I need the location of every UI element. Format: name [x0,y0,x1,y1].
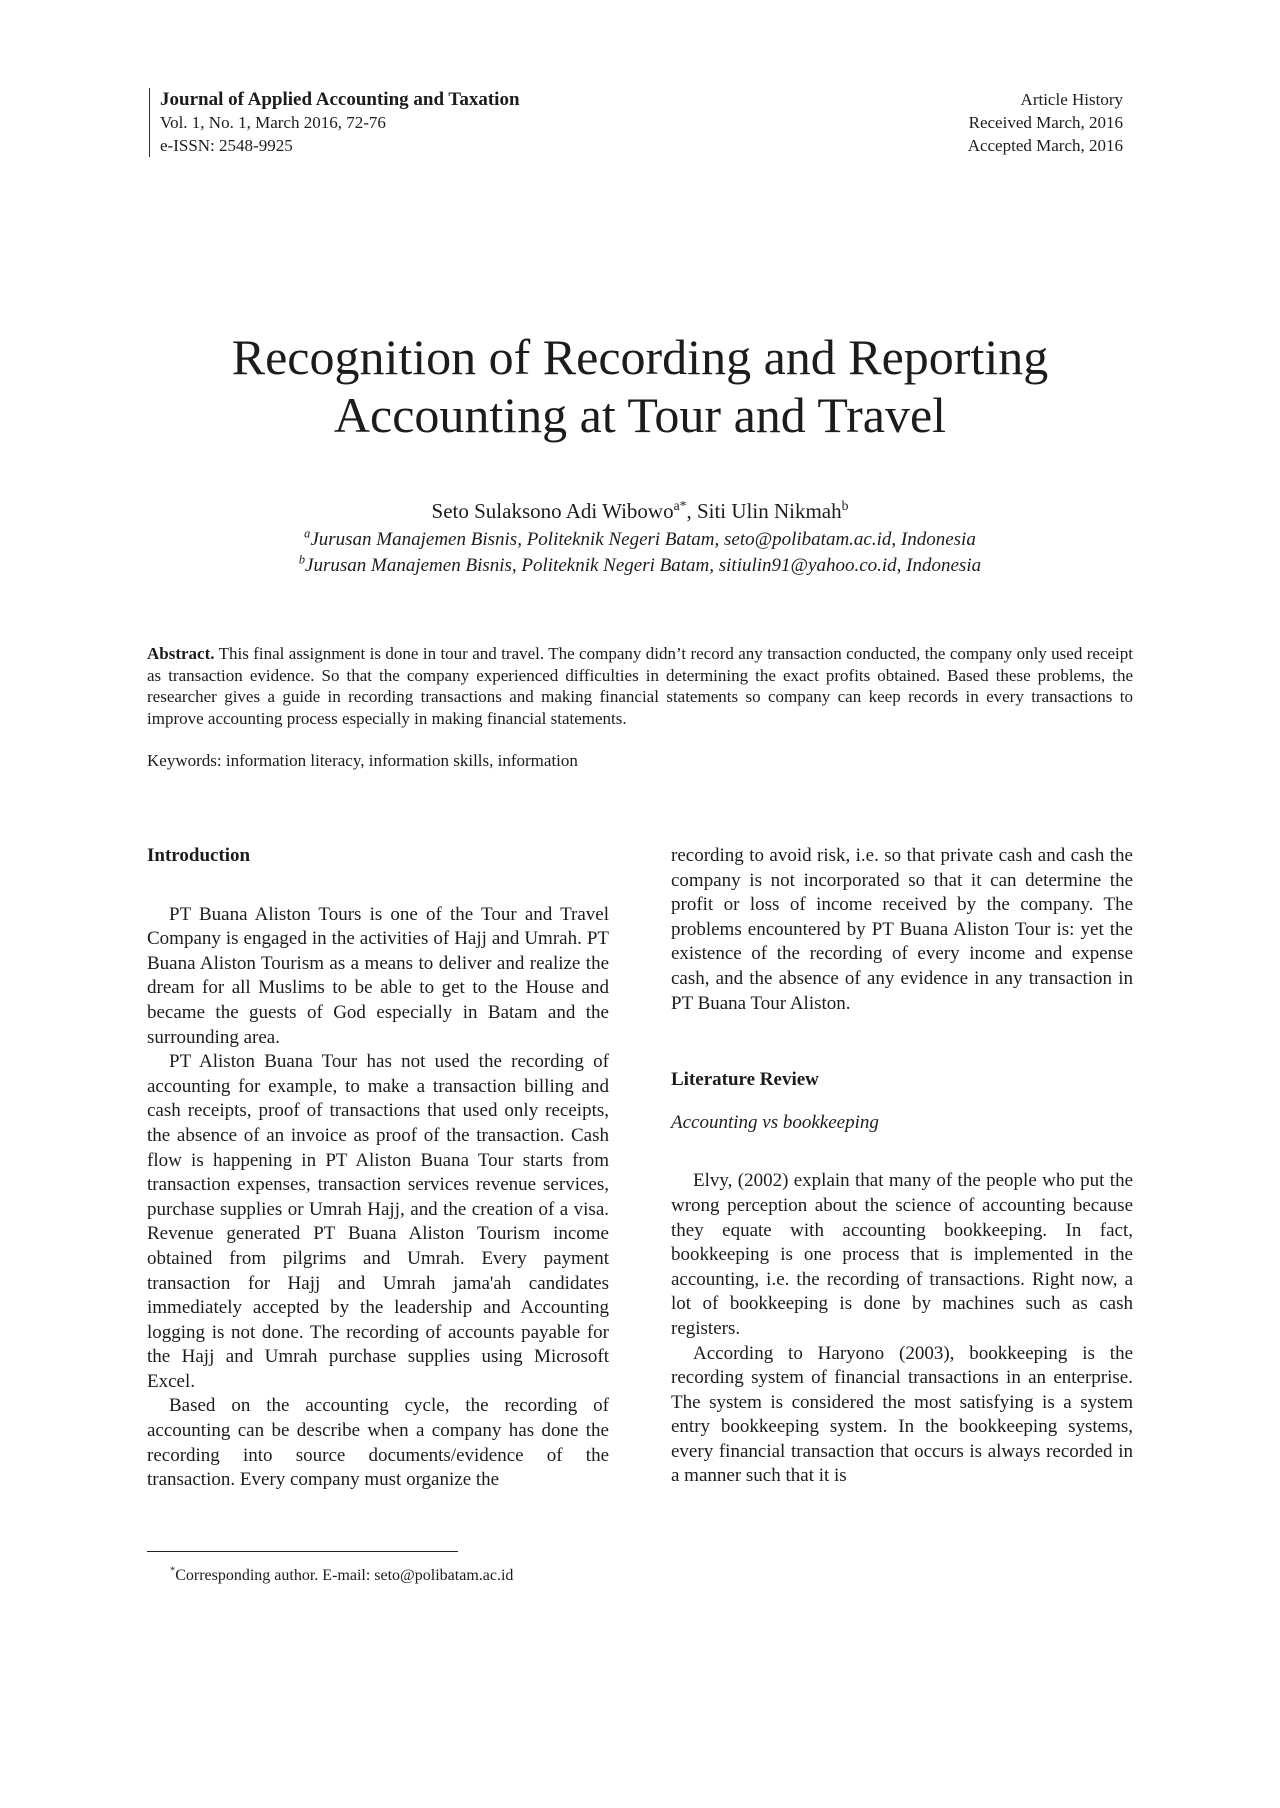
paper-title-line-2: Accounting at Tour and Travel [333,387,947,443]
journal-issn: e-ISSN: 2548-9925 [160,136,293,155]
author-2-mark: b [841,498,849,513]
author-2: Siti Ulin Nikmah [696,499,842,523]
paper-title [140,328,1140,444]
keywords: Keywords: information literacy, information skills, information [147,751,578,770]
footnote-mark: * [170,1565,176,1577]
introduction-paragraph-3-continued: recording to avoid risk, i.e. so that private cash and cash the company is not incorporated so that it can determine the profit or loss of income received by the company. The problems encountered by PT Buana Aliston Tour is: yet the existence of the recording of every income and expense cash, and the absence of any evidence in any transaction in PT Buana Tour Aliston. [671,845,1133,1014]
affiliation-b-text: Jurusan Manajemen Bisnis, Politeknik Negeri Batam, sitiulin91@yahoo.co.id, Indonesia [305,555,982,576]
literature-review-heading: Literature Review [671,1069,819,1091]
paper-title-line-1: Recognition of Recording and Reporting [231,329,1049,385]
introduction-paragraph-3: Based on the accounting cycle, the recording of accounting can be describe when a company has done the recording into source documents/evidence of the transaction. Every company must organize the [147,1395,609,1491]
article-history-label: Article History [1020,90,1123,109]
affiliation-b-mark: b [298,552,306,567]
article-history [803,88,1123,157]
author-1-mark: a* [673,498,687,513]
affiliation-b [140,554,1140,578]
accounting-vs-bookkeeping-subheading: Accounting vs bookkeeping [671,1111,879,1133]
footnote-divider [147,1551,458,1552]
introduction-paragraph-2: PT Aliston Buana Tour has not used the recording of accounting for example, to make a transaction billing and cash receipts, proof of transactions that used only receipts, the absence of an invoice as proof of the transaction. Cash flow is happening in PT Aliston Buana Tour starts from transaction expenses, transaction services revenue services, purchase supplies or Umrah Hajj, and the creation of a visa. Revenue generated PT Buana Aliston Tourism income obtained from pilgrims and Umrah. Every payment transaction for Hajj and Umrah jama'ah candidates immediately accepted by the leadership and Accounting logging is not done. The recording of accounts payable for the Hajj and Umrah purchase supplies using Microsoft Excel. [147,1051,609,1392]
author-list [140,498,1140,524]
journal-volume: Vol. 1, No. 1, March 2016, 72-76 [160,113,386,132]
affiliation-a [140,528,1140,552]
accepted-date: Accepted March, 2016 [967,136,1123,155]
footnote [170,1566,770,1586]
author-separator: , [686,499,697,523]
introduction-paragraph-1: PT Buana Aliston Tours is one of the Tour and Travel Company is engaged in the activities of Hajj and Umrah. PT Buana Aliston Tourism as a means to deliver and realize the dream for all Muslims to be able to get to the House and became the guests of God especially in Batam and the surrounding area. [147,903,609,1048]
affiliation-a-text: Jurusan Manajemen Bisnis, Politeknik Negeri Batam, seto@polibatam.ac.id, Indonesia [310,529,976,550]
footnote-text: Corresponding author. E-mail: seto@polibatam.ac.id [175,1567,514,1584]
left-column [147,844,609,1493]
right-column [671,844,1133,1489]
author-1: Seto Sulaksono Adi Wibowo [431,499,674,523]
literature-paragraph-2: According to Haryono (2003), bookkeeping is the recording system of financial transactions in an enterprise. The system is considered the most satisfying is a system entry bookkeeping system. In the bookkeeping systems, every financial transaction that occurs is always recorded in a manner such that it is [671,1342,1133,1487]
journal-info [149,88,680,157]
literature-paragraph-1: Elvy, (2002) explain that many of the people who put the wrong perception about the science of accounting because they equate with accounting bookkeeping. In fact, bookkeeping is one process that is implemented in the accounting, i.e. the recording of transactions. Right now, a lot of bookkeeping is done by machines such as cash registers. [671,1170,1133,1339]
abstract-text: This final assignment is done in tour and travel. The company didn’t record any transaction conducted, the company only used receipt as transaction evidence. So that the company experienced difficulties in determining the exact profits obtained. Based these problems, the researcher gives a guide in recording transactions and making financial statements so company can keep records in every transactions to improve accounting process especially in making financial statements. [147,644,1133,728]
abstract-label: Abstract. [147,644,215,663]
introduction-heading: Introduction [147,845,251,866]
journal-name: Journal of Applied Accounting and Taxation [160,89,520,110]
abstract [147,643,1133,729]
affiliation-a-mark: a [304,526,311,541]
received-date: Received March, 2016 [968,113,1123,132]
